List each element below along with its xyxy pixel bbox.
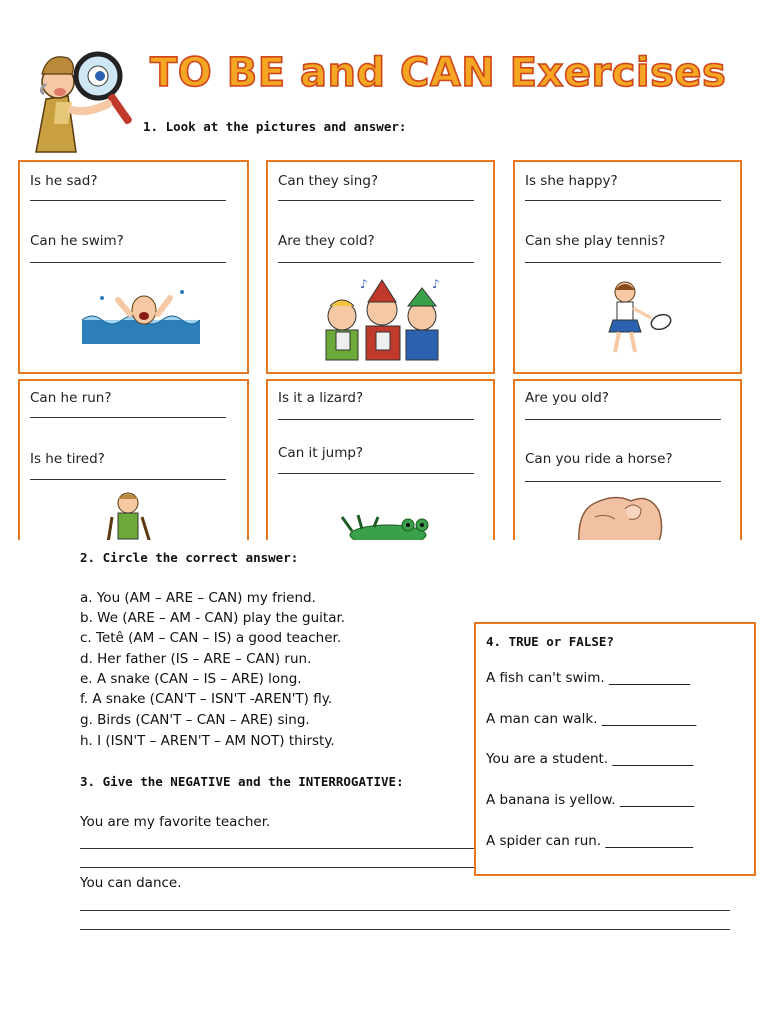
circle-item: f. A snake (CAN'T – ISN'T -AREN'T) fly. — [80, 691, 333, 707]
answer-line[interactable] — [278, 473, 474, 474]
answer-line[interactable] — [278, 262, 474, 263]
section3-heading: 3. Give the NEGATIVE and the INTERROGATIVE: — [80, 774, 404, 789]
question: Is she happy? — [525, 173, 618, 189]
section1-heading: 1. Look at the pictures and answer: — [143, 119, 407, 134]
question: Are they cold? — [278, 233, 375, 249]
circle-item: e. A snake (CAN – IS – ARE) long. — [80, 671, 302, 687]
detective-icon — [28, 44, 138, 154]
answer-line[interactable] — [278, 200, 474, 201]
circle-item: b. We (ARE – AM - CAN) play the guitar. — [80, 610, 346, 626]
true-false-box — [474, 622, 756, 876]
sentence: You are my favorite teacher. — [80, 814, 271, 830]
section4-heading: 4. TRUE or FALSE? — [486, 634, 614, 649]
svg-text:♪: ♪ — [432, 277, 440, 291]
circle-item: g. Birds (CAN'T – CAN – ARE) sing. — [80, 712, 310, 728]
tf-item: A banana is yellow. ___________ — [486, 792, 695, 808]
question: Can it jump? — [278, 445, 364, 461]
tf-item: You are a student. ____________ — [486, 751, 694, 767]
answer-line[interactable] — [525, 481, 721, 482]
drowning-man-icon — [82, 286, 200, 344]
question: Can they sing? — [278, 173, 379, 189]
answer-line[interactable] — [278, 419, 474, 420]
circle-item: h. I (ISN'T – AREN'T – AM NOT) thirsty. — [80, 733, 335, 749]
tired-boy-icon — [106, 489, 156, 543]
section2-heading: 2. Circle the correct answer: — [80, 550, 299, 565]
page-title: TO BE and CAN Exercises — [150, 50, 727, 96]
frog-icon — [338, 513, 436, 543]
question: Is it a lizard? — [278, 390, 364, 406]
circle-item: d. Her father (IS – ARE – CAN) run. — [80, 651, 312, 667]
answer-line[interactable] — [525, 419, 721, 420]
answer-line[interactable] — [80, 910, 730, 911]
tf-item: A spider can run. _____________ — [486, 833, 694, 849]
question: Can he run? — [30, 390, 112, 406]
exercise-box-2 — [266, 160, 495, 374]
answer-line[interactable] — [30, 262, 226, 263]
question: Are you old? — [525, 390, 609, 406]
answer-line[interactable] — [30, 479, 226, 480]
tf-item: A man can walk. ______________ — [486, 711, 697, 727]
answer-line[interactable] — [525, 262, 721, 263]
tf-item: A fish can't swim. ____________ — [486, 670, 691, 686]
tennis-girl-icon — [599, 278, 679, 358]
question: Can you ride a horse? — [525, 451, 673, 467]
circle-item: a. You (AM – ARE – CAN) my friend. — [80, 590, 316, 606]
exercise-box-1 — [18, 160, 249, 374]
question: Is he sad? — [30, 173, 98, 189]
answer-line[interactable] — [30, 200, 226, 201]
singers-icon — [320, 274, 448, 362]
exercise-box-3 — [513, 160, 742, 374]
svg-text:♪: ♪ — [360, 277, 368, 291]
circle-item: c. Tetê (AM – CAN – IS) a good teacher. — [80, 630, 342, 646]
question: Can she play tennis? — [525, 233, 666, 249]
answer-line[interactable] — [80, 929, 730, 930]
sentence: You can dance. — [80, 875, 182, 891]
answer-line[interactable] — [525, 200, 721, 201]
question: Can he swim? — [30, 233, 124, 249]
answer-line[interactable] — [30, 417, 226, 418]
question: Is he tired? — [30, 451, 105, 467]
old-hand-icon — [575, 487, 665, 545]
